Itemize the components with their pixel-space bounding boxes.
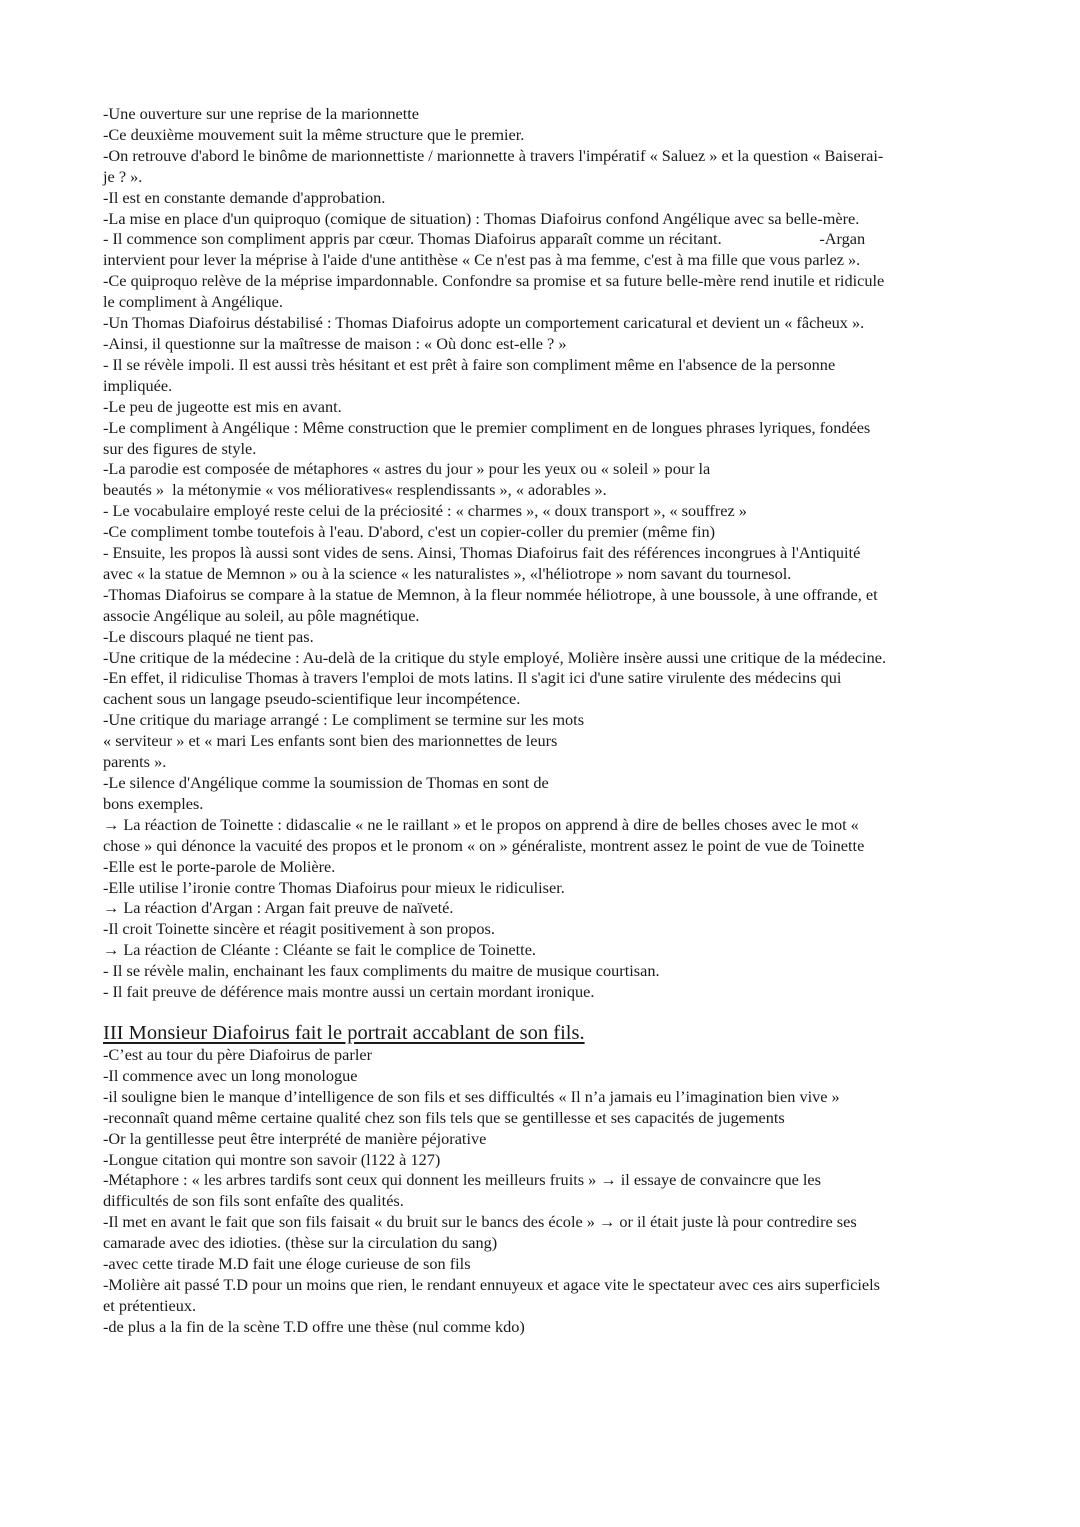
text-line: -Métaphore : « les arbres tardifs sont ceux qui donnent les meilleurs fruits » → il essaye de convaincre que les: [103, 1170, 821, 1190]
text-line: - Ensuite, les propos là aussi sont vides de sens. Ainsi, Thomas Diafoirus fait des références incongrues à l'Antiquité: [103, 543, 861, 563]
text-line: - Il se révèle malin, enchainant les faux compliments du maitre de musique courtisan.: [103, 961, 660, 981]
text-line: -Il croit Toinette sincère et réagit positivement à son propos.: [103, 919, 495, 939]
text-line: « serviteur » et « mari Les enfants sont bien des marionnettes de leurs: [103, 731, 558, 751]
text-line: impliquée.: [103, 375, 173, 395]
text-line: -En effet, il ridiculise Thomas à travers l'emploi de mots latins. Il s'agit ici d'une satire virulente des médecins qui: [103, 668, 842, 688]
text-line: chose » qui dénonce la vacuité des propos et le pronom « on » généraliste, montrent assez le point de vue de Toinette: [103, 835, 865, 855]
text-line: -Molière ait passé T.D pour un moins que rien, le rendant ennuyeux et agace vite le spectateur avec ces airs superficiels: [103, 1274, 880, 1294]
text-line: cachent sous un langage pseudo-scientifique leur incompétence.: [103, 689, 521, 709]
text-line: -Une critique du mariage arrangé : Le compliment se termine sur les mots: [103, 710, 585, 730]
text-line: -Longue citation qui montre son savoir (l122 à 127): [103, 1149, 441, 1169]
text-line: -La mise en place d'un quiproquo (comique de situation) : Thomas Diafoirus confond Angélique avec sa belle-mère.: [103, 208, 860, 228]
text-line: -Il commence avec un long monologue: [103, 1065, 358, 1085]
text-line: -Le peu de jugeotte est mis en avant.: [103, 396, 342, 416]
text-line: - Il fait preuve de déférence mais montre aussi un certain mordant ironique.: [103, 982, 595, 1002]
text-line: le compliment à Angélique.: [103, 292, 283, 312]
text-line: -Ce compliment tombe toutefois à l'eau. D'abord, c'est un copier-coller du premier (même fin): [103, 522, 716, 542]
text-line: -Le compliment à Angélique : Même construction que le premier compliment en de longues phrases lyriques, fondées: [103, 417, 871, 437]
text-line: -avec cette tirade M.D fait une éloge curieuse de son fils: [103, 1254, 471, 1274]
text-line: -Un Thomas Diafoirus déstabilisé : Thomas Diafoirus adopte un comportement caricatural et devient un « fâcheux ».: [103, 313, 865, 333]
text-line: -Thomas Diafoirus se compare à la statue de Memnon, à la fleur nommée héliotrope, à une boussole, à une offrande, et: [103, 584, 878, 604]
text-line: → La réaction d'Argan : Argan fait preuve de naïveté.: [103, 898, 454, 918]
section-spacer: [103, 1003, 983, 1021]
text-line: -C’est au tour du père Diafoirus de parler: [103, 1044, 372, 1064]
text-line: et prétentieux.: [103, 1295, 197, 1315]
text-line: -Ce deuxième mouvement suit la même structure que le premier.: [103, 124, 525, 144]
part3-notes: [103, 1045, 983, 1338]
text-line: intervient pour lever la méprise à l'aide d'une antithèse « Ce n'est pas à ma femme, c'est à ma fille que vous parlez ».: [103, 250, 861, 270]
text-line: associe Angélique au soleil, au pôle magnétique.: [103, 605, 420, 625]
text-line: -Le silence d'Angélique comme la soumission de Thomas en sont de: [103, 773, 549, 792]
text-line: - Il commence son compliment appris par cœur. Thomas Diafoirus apparaît comme un récitant. -Argan: [103, 229, 866, 249]
text-line: -Il est en constante demande d'approbation.: [103, 187, 386, 207]
text-line: -On retrouve d'abord le binôme de marionnettiste / marionnette à travers l'impératif « Saluez » et la question « Baiserai-: [103, 145, 884, 165]
document-page: [103, 104, 983, 1338]
part2-notes: [103, 104, 983, 1003]
text-line: - Le vocabulaire employé reste celui de la préciosité : « charmes », « doux transport », « souffrez »: [103, 501, 747, 521]
text-line: → La réaction de Toinette : didascalie « ne le raillant » et le propos on apprend à dire de belles choses avec le mot «: [103, 814, 859, 834]
text-line: difficultés de son fils sont enfaîte des qualités.: [103, 1191, 404, 1211]
text-line: -Ce quiproquo relève de la méprise impardonnable. Confondre sa promise et sa future belle-mère rend inutile et ridicule: [103, 271, 885, 291]
text-line: - Il se révèle impoli. Il est aussi très hésitant et est prêt à faire son compliment même en l'absence de la personne: [103, 354, 836, 374]
text-line: -Elle est le porte-parole de Molière.: [103, 856, 336, 876]
text-line: camarade avec des idioties. (thèse sur la circulation du sang): [103, 1233, 498, 1253]
text-line: -Le discours plaqué ne tient pas.: [103, 626, 314, 646]
text-line: -Il met en avant le fait que son fils faisait « du bruit sur le bancs des école » → or il était juste là pour contredire ses: [103, 1212, 857, 1232]
text-line: -de plus a la fin de la scène T.D offre une thèse (nul comme kdo): [103, 1316, 525, 1336]
text-line: sur des figures de style.: [103, 438, 257, 458]
text-line: -Une critique de la médecine : Au-delà de la critique du style employé, Molière insère aussi une critique de la médecine.: [103, 647, 887, 667]
text-line: je ? ».: [103, 166, 143, 186]
text-line: -La parodie est composée de métaphores « astres du jour » pour les yeux ou « soleil » pour la: [103, 459, 711, 479]
text-line: beautés » la métonymie « vos mélioratives« resplendissants », « adorables ».: [103, 480, 607, 500]
text-line: -reconnaît quand même certaine qualité chez son fils tels que se gentillesse et ses capacités de jugements: [103, 1107, 785, 1127]
text-line: → La réaction de Cléante : Cléante se fait le complice de Toinette.: [103, 940, 537, 960]
text-line: avec « la statue de Memnon » ou à la science « les naturalistes », «l'héliotrope » nom savant du tournesol.: [103, 563, 792, 583]
section-heading: III Monsieur Diafoirus fait le portrait accablant de son fils.: [103, 1021, 585, 1044]
text-line: -Elle utilise l’ironie contre Thomas Diafoirus pour mieux le ridiculiser.: [103, 877, 565, 897]
text-line: -Or la gentillesse peut être interprété de manière péjorative: [103, 1128, 487, 1148]
text-line: parents ».: [103, 752, 167, 772]
text-line: -Ainsi, il questionne sur la maîtresse de maison : « Où donc est-elle ? »: [103, 333, 567, 353]
text-line: -il souligne bien le manque d’intelligence de son fils et ses difficultés « Il n’a jamais eu l’imagination bien vive »: [103, 1086, 840, 1106]
text-line: bons exemples.: [103, 793, 204, 813]
text-line: -Une ouverture sur une reprise de la marionnette: [103, 104, 419, 123]
